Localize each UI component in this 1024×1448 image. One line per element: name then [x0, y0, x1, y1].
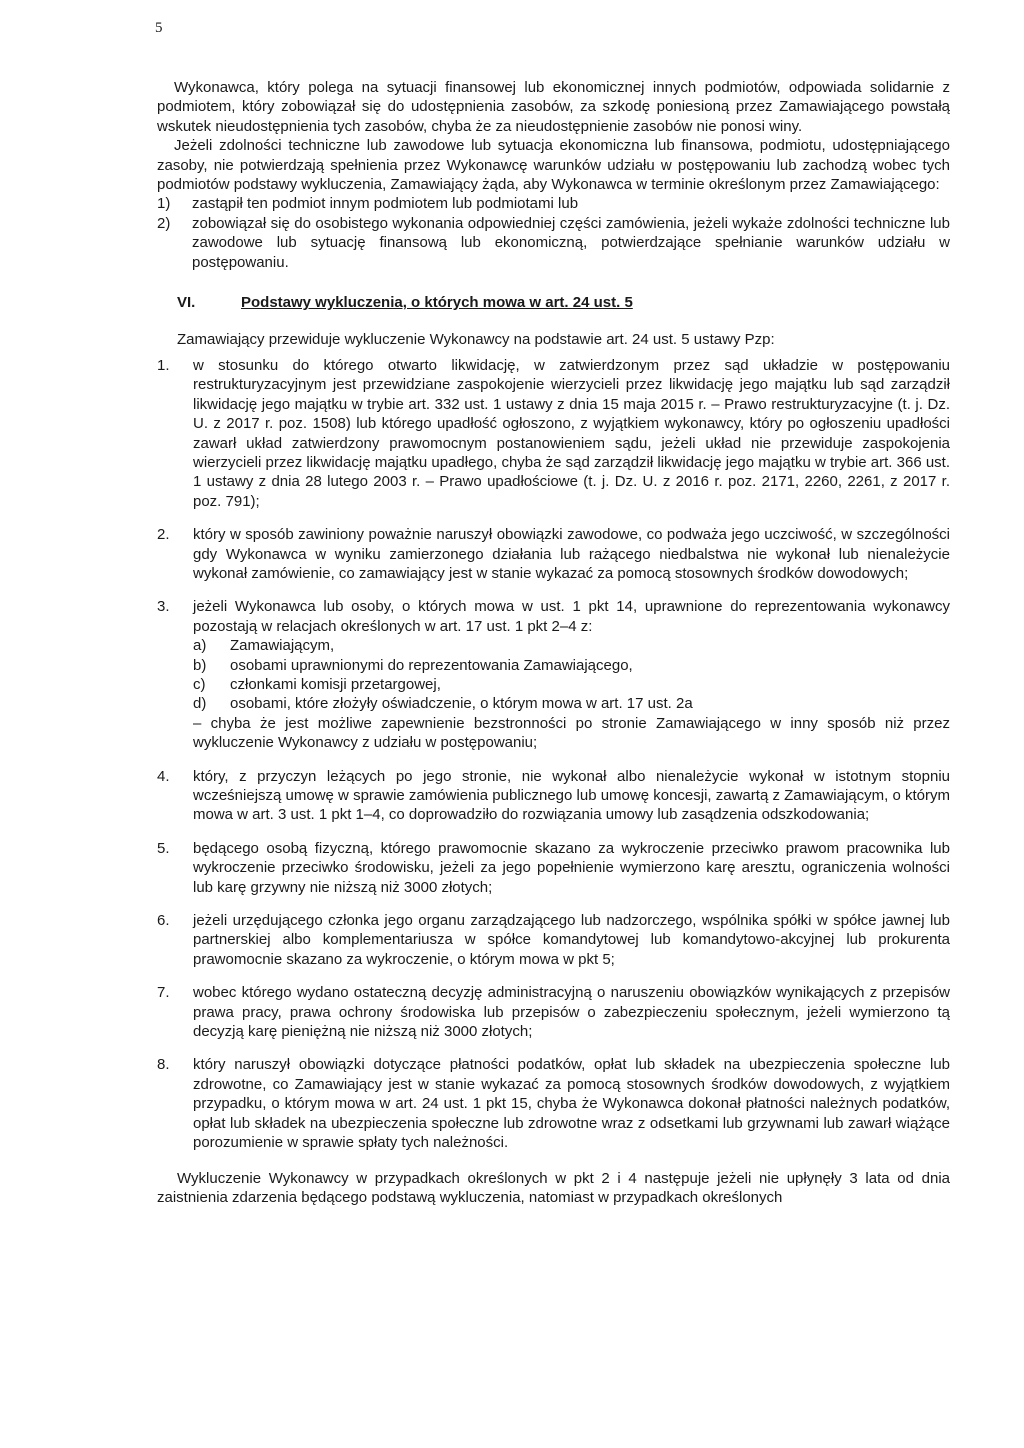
- list-item-number: 6.: [157, 912, 170, 930]
- list-item-text: w stosunku do którego otwarto likwidację, w zatwierdzonym przez sąd układzie w postępowaniu restrukturyzacyjnym jest przewidziane zaspokojenie wierzycieli przez likwidację jego majątku lub sąd zarządził likwidację jego majątku w trybie art. 332 ust. 1 ustawy z dnia 15 maja 2015 r. – Prawo restrukturyzacyjne (t. j. Dz. U. z 2017 r. poz. 1508) lub którego upadłość ogłoszono, z wyjątkiem wykonawcy, który po ogłoszeniu upadłości zawarł układ zatwierdzony prawomocnym postanowieniem sądu, jeżeli układ nie przewiduje zaspokojenia wierzycieli przez likwidację majątku upadłego, chyba że sąd zarządził likwidację jego majątku w trybie art. 366 ust. 1 ustawy z dnia 28 lutego 2003 r. – Prawo upadłościowe (t. j. Dz. U. z 2016 r. poz. 2171, 2260, 2261, z 2017 r. poz. 791);: [193, 356, 951, 510]
- sub-item: [193, 656, 950, 675]
- section-heading: [177, 293, 950, 312]
- section-intro: Zamawiający przewiduje wykluczenie Wykonawcy na podstawie art. 24 ust. 5 ustawy Pzp:: [177, 331, 775, 349]
- list-item-number: 2): [157, 214, 171, 232]
- list-item-number: 5.: [157, 839, 170, 857]
- list-item: [157, 911, 950, 969]
- list-item-number: 8.: [157, 1056, 170, 1074]
- list-item-text: który naruszył obowiązki dotyczące płatności podatków, opłat lub składek na ubezpieczenia społeczne lub zdrowotne, co Zamawiający jest w stanie wykazać za pomocą stosownych środków dowodowych, z wyjątkiem przypadku, o którym mowa w art. 24 ust. 1 pkt 15, chyba że Wykonawca dokonał płatności należnych podatków, opłat lub składek na ubezpieczenia społeczne lub zdrowotne wraz z odsetkami lub grzywnami lub zawarł wiążące porozumienie w sprawie spłaty tych należności.: [193, 1056, 950, 1152]
- list-item-text: zobowiązał się do osobistego wykonania odpowiedniej części zamówienia, jeżeli wykaże zdolności techniczne lub zawodowe lub sytuację finansową lub ekonomiczną, potwierdzające spełnianie warunków udziału w postępowaniu.: [192, 214, 950, 271]
- list-item: [157, 767, 950, 825]
- list-item-text: który w sposób zawiniony poważnie naruszył obowiązki zawodowe, co podważa jego uczciwość, w szczególności gdy Wykonawca w wyniku zamierzonego działania lub rażącego niedbalstwa nie wykonał lub nienależycie wykonał zamówienie, co zamawiający jest w stanie wykazać za pomocą stosownych środków dowodowych;: [193, 526, 950, 582]
- sub-item-letter: c): [193, 675, 206, 693]
- list-item-number: 2.: [157, 526, 170, 544]
- list-item-text: będącego osobą fizyczną, którego prawomocnie skazano za wykroczenie przeciwko prawom pracownika lub wykroczenie przeciwko środowisku, jeżeli za jego popełnienie wymierzono karę aresztu, ograniczenia wolności lub karę grzywny nie niższą niż 3000 złotych;: [193, 839, 950, 896]
- list-item-text: który, z przyczyn leżących po jego stronie, nie wykonał albo nienależycie wykonał w istotnym stopniu wcześniejszą umowę w sprawie zamówienia publicznego lub umowę koncesji, zawartą z Zamawiającym, o którym mowa w art. 3 ust. 1 pkt 1–4, co doprowadziło do rozwiązania umowy lub zasądzenia odszkodowania;: [193, 767, 950, 824]
- list-item-number: 4.: [157, 767, 170, 785]
- sub-list-tail: – chyba że jest możliwe zapewnienie bezstronności po stronie Zamawiającego w inny sposób niż przez wykluczenie Wykonawcy z udziału w postępowaniu;: [193, 714, 950, 752]
- list-item: [157, 1055, 950, 1152]
- sub-item: [193, 675, 950, 694]
- list-item: [157, 839, 950, 897]
- section-title: Podstawy wykluczenia, o których mowa w art. 24 ust. 5: [241, 294, 633, 312]
- list-item-text: jeżeli Wykonawca lub osoby, o których mowa w ust. 1 pkt 14, uprawnione do reprezentowania wykonawcy pozostają w relacjach określonych w art. 17 ust. 1 pkt 2–4 z:: [193, 598, 950, 635]
- list-item-text: zastąpił ten podmiot innym podmiotem lub podmiotami lub: [192, 195, 579, 213]
- paragraph-liability: Wykonawca, który polega na sytuacji finansowej lub ekonomicznej innych podmiotów, odpowiada solidarnie z podmiotem, który zobowiązał się do udostępnienia zasobów, za szkodę poniesioną przez Zamawiającego powstałą wskutek nieudostępnienia tych zasobów, chyba że za nieudostępnienie zasobów nie ponosi winy.: [157, 79, 950, 135]
- page-number: 5: [155, 20, 163, 36]
- list-item: [157, 214, 950, 272]
- paragraph-resources: Jeżeli zdolności techniczne lub zawodowe lub sytuacja ekonomiczna lub finansowa, podmiotu, udostępniającego zasoby, nie potwierdzają spełnienia przez Wykonawcę warunków udziału w postępowaniu lub zachodzą wobec tych podmiotów podstawy wykluczenia, Zamawiający żąda, aby Wykonawca w terminie określonym przez Zamawiającego:: [157, 137, 950, 194]
- sub-item-letter: d): [193, 695, 207, 713]
- document-body: [157, 78, 950, 1207]
- replacement-list: [157, 194, 950, 272]
- list-item-number: 1): [157, 195, 171, 213]
- list-item: [157, 597, 950, 752]
- sub-item-text: Zamawiającym,: [230, 637, 335, 655]
- list-item-text: jeżeli urzędującego członka jego organu zarządzającego lub nadzorczego, wspólnika spółki w spółce jawnej lub partnerskiej albo komplementariusza w spółce komandytowej lub komandytowo-akcyjnej lub prokurenta prawomocnie skazano za wykroczenie, o którym mowa w pkt 5;: [193, 912, 950, 968]
- list-item-number: 7.: [157, 984, 170, 1002]
- sub-item: [193, 636, 950, 655]
- list-item: [157, 983, 950, 1041]
- sub-item-text: członkami komisji przetargowej,: [230, 675, 441, 693]
- exclusion-list: [157, 356, 950, 1153]
- list-item: [157, 525, 950, 583]
- paragraph-closing: Wykluczenie Wykonawcy w przypadkach określonych w pkt 2 i 4 następuje jeżeli nie upłynęły 3 lata od dnia zaistnienia zdarzenia będącego podstawą wykluczenia, natomiast w przypadkach określonych: [157, 1169, 950, 1206]
- list-item: [157, 356, 950, 511]
- section-number: VI.: [177, 294, 196, 312]
- list-item-number: 3.: [157, 598, 170, 616]
- sub-item: [193, 694, 950, 713]
- sub-item-text: osobami, które złożyły oświadczenie, o którym mowa w art. 17 ust. 2a: [230, 695, 693, 713]
- list-item-text: wobec którego wydano ostateczną decyzję administracyjną o naruszeniu obowiązków wynikających z przepisów prawa pracy, prawa ochrony środowiska lub przepisów o zabezpieczeniu społecznym, jeżeli wymierzono tą decyzją karę pieniężną nie niższą niż 3000 złotych;: [193, 984, 950, 1041]
- sub-item-letter: b): [193, 656, 207, 674]
- sub-item-letter: a): [193, 637, 207, 655]
- sub-item-text: osobami uprawnionymi do reprezentowania Zamawiającego,: [230, 656, 633, 674]
- list-item-number: 1.: [157, 356, 170, 374]
- list-item: [157, 194, 950, 213]
